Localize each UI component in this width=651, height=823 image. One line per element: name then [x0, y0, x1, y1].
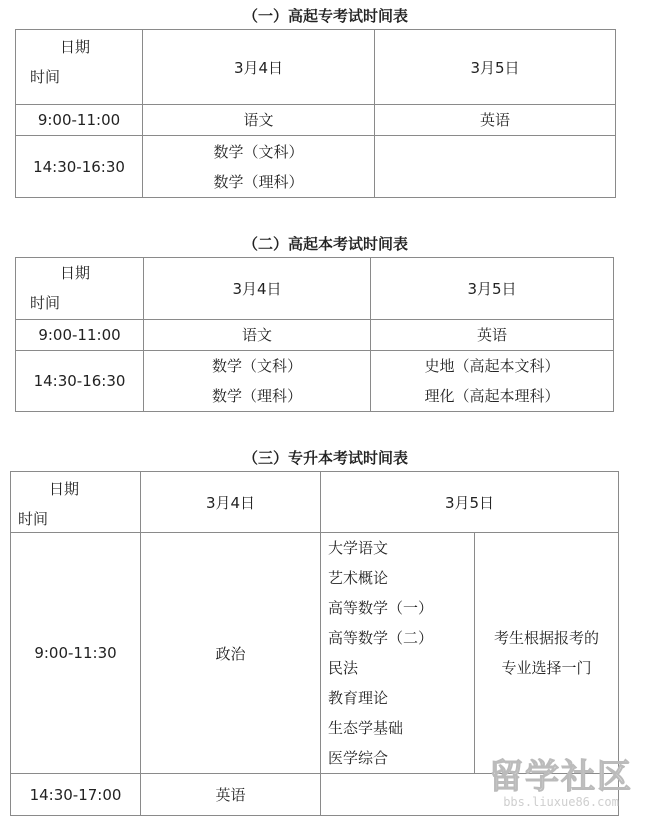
table3-day2-header: 3月5日: [321, 472, 619, 533]
note-line: 专业选择一门: [501, 659, 592, 677]
table1-title: （一）高起专考试时间表: [242, 7, 408, 25]
table1-schedule: [15, 29, 616, 198]
table2-row1-day1: 语文: [144, 320, 371, 351]
table2-row1-time: 9:00-11:00: [16, 320, 144, 351]
table1-header-corner: [16, 30, 143, 105]
table2-day2-header: 3月5日: [371, 258, 614, 320]
table3-row1-time: 9:00-11:30: [11, 533, 141, 774]
subject-item: 高等数学（一）: [328, 599, 434, 617]
header-time-label: 时间: [18, 510, 49, 528]
subject-item: 高等数学（二）: [328, 629, 434, 647]
table3-header-corner: [11, 472, 141, 533]
table3-row1-day1: 政治: [141, 533, 321, 774]
table2-day1-header: 3月4日: [144, 258, 371, 320]
header-date-label: 日期: [60, 38, 91, 56]
header-date-label: 日期: [60, 264, 91, 282]
table2-row2-time: 14:30-16:30: [16, 351, 144, 412]
table1-row1-day2: 英语: [375, 105, 616, 136]
table1-day2-header: 3月5日: [375, 30, 616, 105]
subject-line: 理化（高起本理科）: [424, 387, 560, 405]
subject-item: 民法: [328, 659, 359, 677]
table2-title: （二）高起本考试时间表: [242, 235, 408, 253]
table2-header-corner: [16, 258, 144, 320]
subject-item: 艺术概论: [328, 569, 389, 587]
table3-row2-time: 14:30-17:00: [11, 774, 141, 816]
header-time-label: 时间: [30, 294, 61, 312]
table3-title: （三）专升本考试时间表: [242, 449, 408, 467]
site-watermark: [481, 759, 641, 809]
table2-row1-day2: 英语: [371, 320, 614, 351]
table2-row2-day2: [371, 351, 614, 412]
table1-row2-day1: [143, 136, 375, 198]
table1-day1-header: 3月4日: [143, 30, 375, 105]
table1-row1-day1: 语文: [143, 105, 375, 136]
table1-row2-time: 14:30-16:30: [16, 136, 143, 198]
table3-day1-header: 3月4日: [141, 472, 321, 533]
subject-item: 医学综合: [328, 749, 389, 767]
watermark-url: bbs.liuxue86.com: [503, 795, 619, 809]
table1-row1-time: 9:00-11:00: [16, 105, 143, 136]
table2-schedule: [15, 257, 614, 412]
header-time-label: 时间: [30, 68, 61, 86]
subject-line: 数学（理科）: [211, 387, 302, 405]
subject-line: 史地（高起本文科）: [424, 357, 560, 375]
table3-subject-list: [321, 533, 475, 774]
table3-row2-day1: 英语: [141, 774, 321, 816]
subject-item: 大学语文: [328, 539, 389, 557]
subject-item: 教育理论: [328, 689, 389, 707]
subject-line: 数学（文科）: [211, 357, 302, 375]
table3-note: [475, 533, 619, 774]
table1-row2-day2: [375, 136, 616, 198]
subject-item: 生态学基础: [328, 719, 404, 737]
watermark-logo-text: 留学社区: [489, 757, 633, 797]
subject-line: 数学（理科）: [213, 172, 304, 191]
header-date-label: 日期: [49, 480, 80, 498]
subject-line: 数学（文科）: [213, 142, 304, 161]
table2-row2-day1: [144, 351, 371, 412]
note-line: 考生根据报考的: [493, 629, 599, 647]
